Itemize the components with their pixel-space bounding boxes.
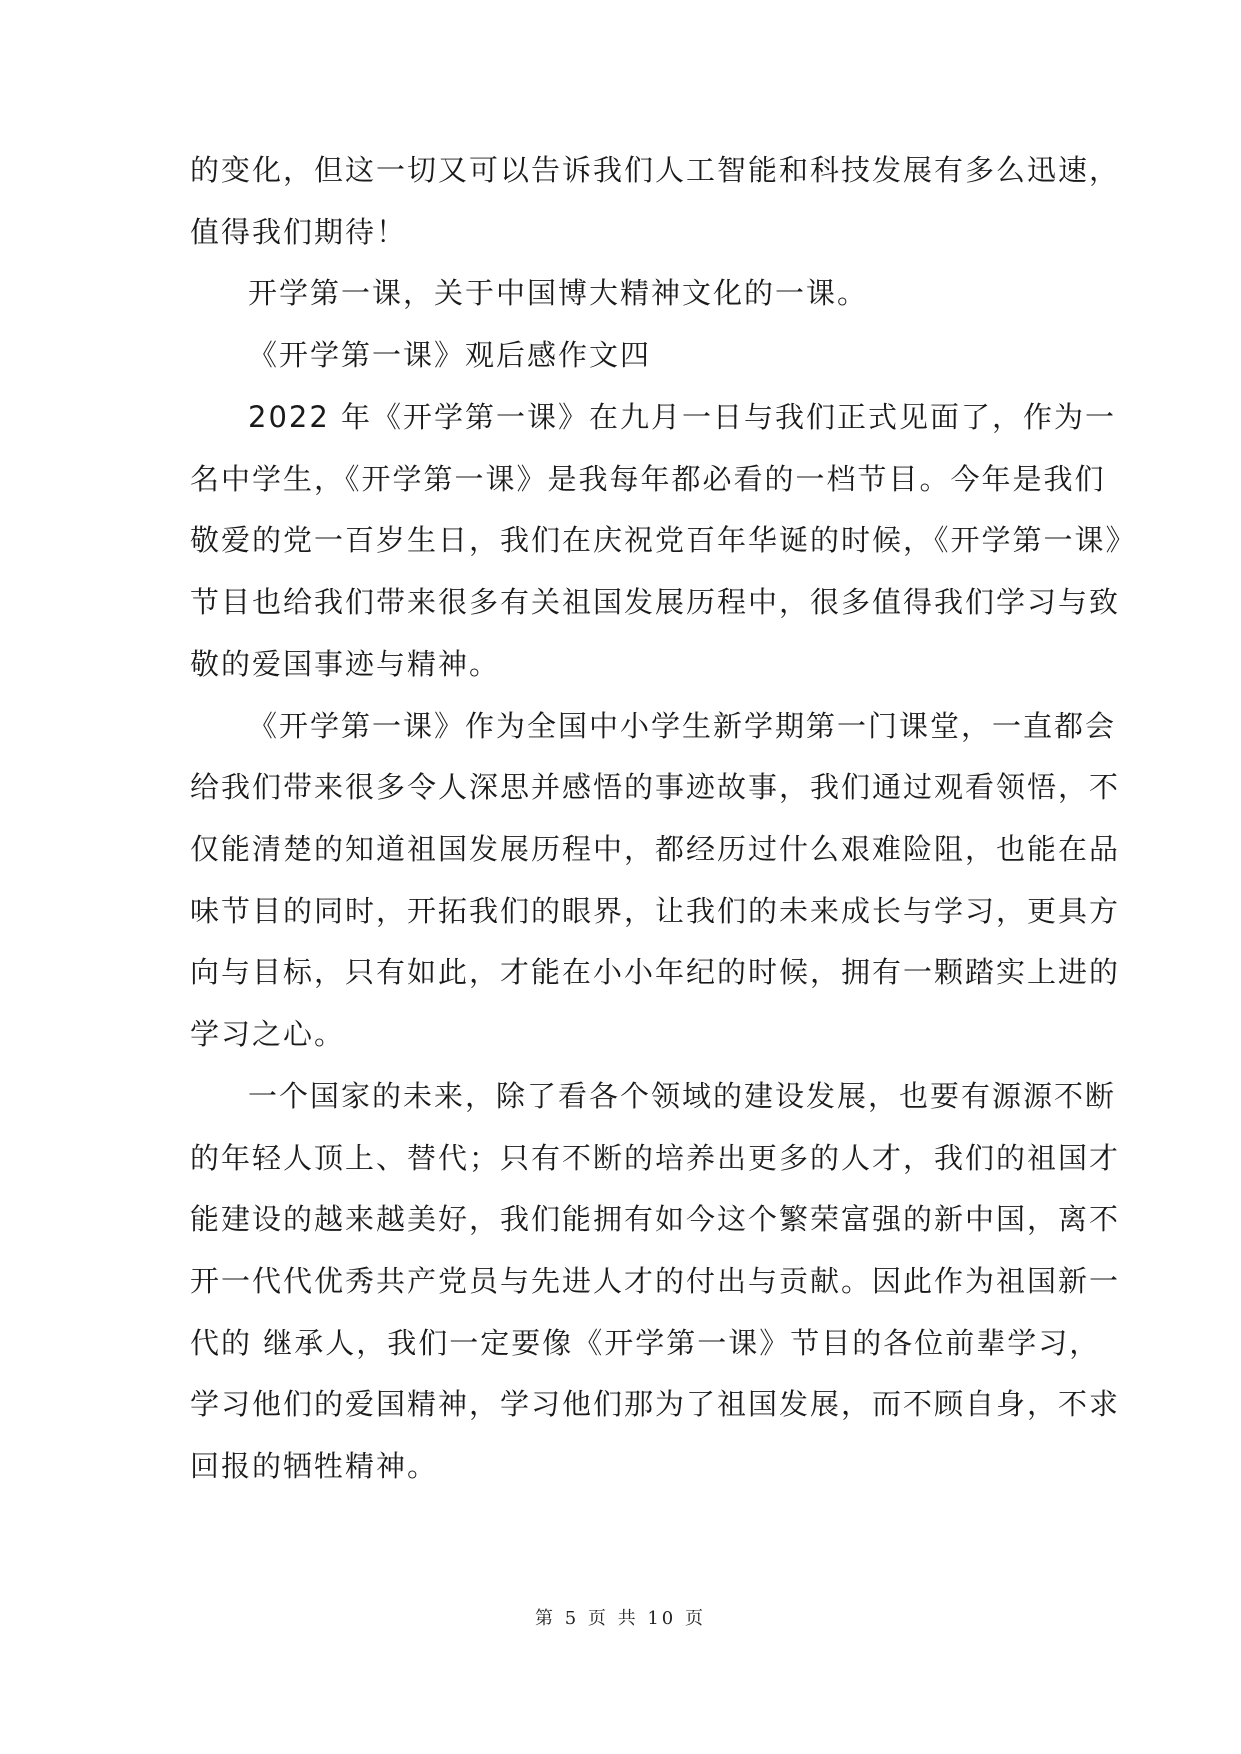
paragraph-line: 《开学第一课》作为全国中小学生新学期第一门课堂，一直都会 [248, 709, 1117, 743]
text-line: 学习之心。 [190, 1017, 346, 1051]
text-line: 代的 继承人，我们一定要像《开学第一课》节目的各位前辈学习， [190, 1326, 1101, 1360]
text-line: 敬的爱国事迹与精神。 [190, 647, 501, 681]
text-line: 名中学生，《开学第一课》是我每年都必看的一档节目。今年是我们 [190, 462, 1106, 496]
text-line: 向与目标，只有如此，才能在小小年纪的时候，拥有一颗踏实上进的 [190, 955, 1121, 989]
text-line: 开一代代优秀共产党员与先进人才的付出与贡献。因此作为祖国新一 [190, 1264, 1121, 1298]
text-line: 的变化，但这一切又可以告诉我们人工智能和科技发展有多么迅速， [190, 153, 1121, 187]
paragraph-line: 开学第一课，关于中国博大精神文化的一课。 [248, 276, 869, 310]
paragraph-line: 一个国家的未来，除了看各个领域的建设发展，也要有源源不断 [248, 1079, 1117, 1113]
text-line: 回报的牺牲精神。 [190, 1449, 439, 1483]
text-line: 给我们带来很多令人深思并感悟的事迹故事，我们通过观看领悟，不 [190, 770, 1121, 804]
text-line: 学习他们的爱国精神，学习他们那为了祖国发展，而不顾自身，不求 [190, 1387, 1121, 1421]
text-line: 能建设的越来越美好，我们能拥有如今这个繁荣富强的新中国，离不 [190, 1202, 1121, 1236]
page-number: 第 5 页 共 10 页 [535, 1608, 706, 1629]
text-line: 节目也给我们带来很多有关祖国发展历程中，很多值得我们学习与致 [190, 585, 1121, 619]
section-heading: 《开学第一课》观后感作文四 [248, 338, 652, 372]
text-line: 的年轻人顶上、替代；只有不断的培养出更多的人才，我们的祖国才 [190, 1141, 1121, 1175]
text-line: 味节目的同时，开拓我们的眼界，让我们的未来成长与学习，更具方 [190, 894, 1121, 928]
paragraph-line: 2022 年《开学第一课》在九月一日与我们正式见面了，作为一 [248, 400, 1117, 434]
text-line: 仅能清楚的知道祖国发展历程中，都经历过什么艰难险阻，也能在品 [190, 832, 1121, 866]
text-line: 敬爱的党一百岁生日，我们在庆祝党百年华诞的时候，《开学第一课》 [190, 523, 1137, 557]
text-line: 值得我们期待！ [190, 215, 408, 249]
